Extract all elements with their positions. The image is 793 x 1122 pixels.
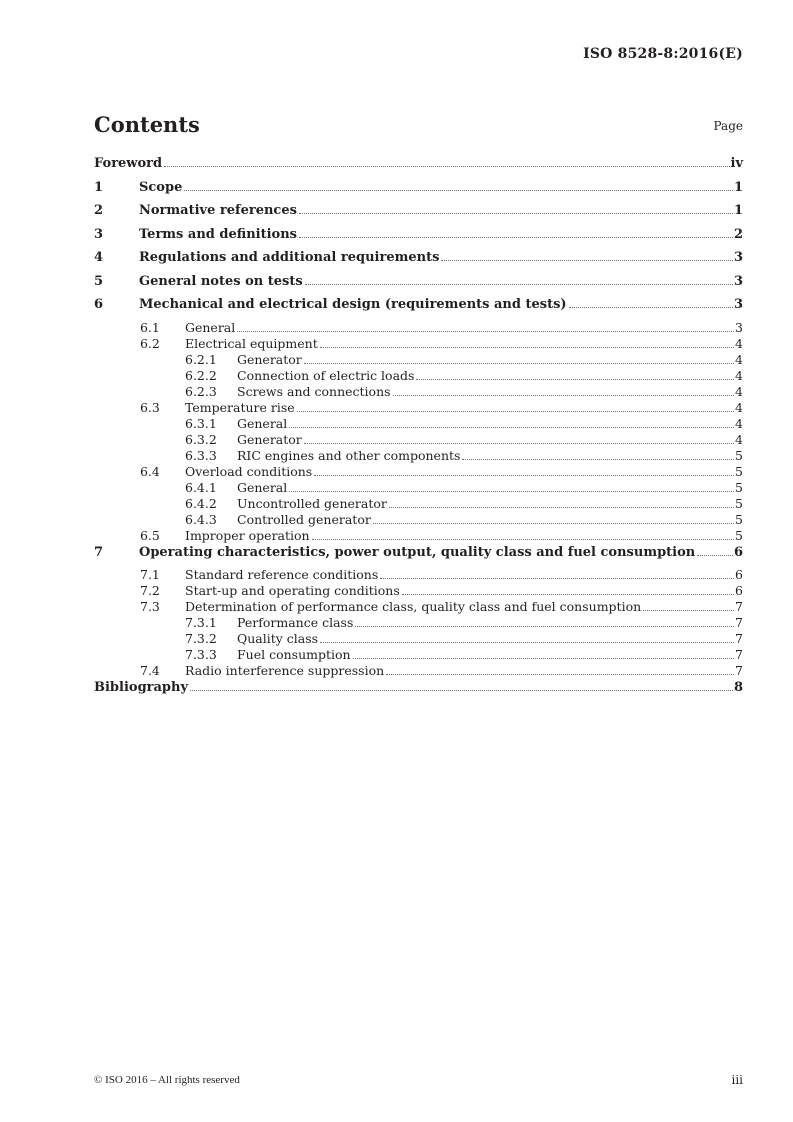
toc-entry-page: 4 — [735, 351, 743, 367]
dot-leader — [380, 578, 734, 579]
toc-entry-page: 1 — [733, 203, 743, 218]
dot-leader — [373, 523, 734, 524]
toc-entry[interactable] — [94, 480, 743, 496]
toc-entry-page: 4 — [735, 431, 743, 447]
toc-entry[interactable] — [94, 544, 743, 568]
toc-entry-page: 7 — [735, 599, 743, 614]
toc-entry-number: 7.3.1 — [185, 615, 217, 630]
toc-entry-number: 4 — [94, 250, 104, 265]
dot-leader — [164, 166, 729, 167]
toc-entry-title: Screws and connections — [237, 383, 391, 399]
toc-entry-title: Regulations and additional requirements — [139, 250, 440, 265]
toc-entry-number: 7 — [94, 544, 104, 560]
dot-leader — [416, 379, 734, 380]
toc-entry[interactable] — [94, 400, 743, 416]
toc-entry-page: 7 — [735, 647, 743, 662]
toc-entry-number: 6 — [94, 297, 104, 312]
toc-entry-title: Generator — [237, 431, 302, 447]
toc-entry[interactable] — [94, 599, 743, 615]
toc-entry-title: Electrical equipment — [185, 335, 318, 351]
toc-entry-number: 1 — [94, 179, 104, 195]
toc-entry-page: 5 — [735, 527, 743, 543]
dot-leader — [299, 213, 733, 214]
toc-entry-title: General — [237, 415, 288, 431]
toc-entry-number: 6.2.2 — [185, 367, 217, 383]
dot-leader — [304, 443, 734, 444]
toc-entry-page: 7 — [735, 663, 743, 678]
toc-entry-number: 3 — [94, 226, 104, 242]
dot-leader — [389, 507, 734, 508]
toc-entry-page: 1 — [733, 179, 743, 195]
toc-entry-number: 6.3.2 — [185, 431, 217, 447]
dot-leader — [190, 690, 733, 691]
toc-entry-number: 6.3 — [140, 399, 160, 415]
toc-entry-number: 6.4 — [140, 463, 160, 479]
toc-entry-number: 7.2 — [140, 583, 160, 598]
toc-entry[interactable] — [94, 679, 743, 703]
toc-entry-number: 6.4.1 — [185, 479, 217, 495]
toc-entry-title: Temperature rise — [185, 399, 295, 415]
toc-entry-title: Foreword — [94, 156, 163, 171]
toc-entry[interactable] — [94, 384, 743, 400]
toc-entry[interactable] — [94, 528, 743, 544]
toc-entry-page: 3 — [733, 297, 743, 312]
toc-entry-title: Radio interference suppression — [185, 663, 385, 678]
toc-entry-title: Quality class — [237, 631, 319, 646]
toc-entry[interactable] — [94, 179, 743, 203]
toc-entry-page: 7 — [735, 631, 743, 646]
toc-entry-number: 6.2.3 — [185, 383, 217, 399]
toc-entry-page: iv — [730, 156, 743, 171]
toc-entry[interactable] — [94, 202, 743, 226]
toc-entry[interactable] — [94, 464, 743, 480]
toc-entry-page: 4 — [735, 383, 743, 399]
toc-entry-page: 5 — [735, 495, 743, 511]
dot-leader — [312, 539, 734, 540]
toc-entry[interactable] — [94, 496, 743, 512]
toc-entry-title: RIC engines and other components — [237, 447, 461, 463]
toc-entry-page: 5 — [735, 447, 743, 463]
toc-entry-number: 5 — [94, 273, 104, 289]
toc-entry-title: Bibliography — [94, 680, 189, 695]
toc-entry-page: 6 — [735, 583, 743, 598]
dot-leader — [462, 459, 734, 460]
toc-entry-title: Terms and definitions — [139, 226, 297, 242]
document-id: ISO 8528-8:2016(E) — [583, 46, 743, 62]
dot-leader — [320, 642, 734, 643]
dot-leader — [314, 475, 734, 476]
toc-entry-title: General — [185, 319, 236, 335]
toc-entry[interactable] — [94, 416, 743, 432]
toc-entry-title: Determination of performance class, quality class and fuel consumption — [185, 599, 642, 614]
toc-entry[interactable] — [94, 226, 743, 250]
toc-entry[interactable] — [94, 663, 743, 679]
toc-entry-number: 7.3.3 — [185, 647, 217, 662]
dot-leader — [393, 395, 735, 396]
toc-entry-title: Fuel consumption — [237, 647, 351, 662]
toc-entry[interactable] — [94, 352, 743, 368]
page-column-label: Page — [713, 119, 743, 133]
dot-leader — [237, 331, 734, 332]
toc-entry[interactable] — [94, 631, 743, 647]
dot-leader — [697, 555, 733, 556]
toc-entry-page: 5 — [735, 463, 743, 479]
toc-entry-page: 4 — [735, 367, 743, 383]
toc-entry-title: General notes on tests — [139, 273, 303, 289]
toc-entry-title: Operating characteristics, power output, quality class and fuel consumption — [139, 544, 696, 560]
toc-entry-number: 6.5 — [140, 527, 160, 543]
toc-entry[interactable] — [94, 448, 743, 464]
toc-entry[interactable] — [94, 583, 743, 599]
dot-leader — [320, 347, 734, 348]
toc-entry-title: General — [237, 479, 288, 495]
toc-entry-title: Scope — [139, 179, 183, 195]
page-title: Contents — [94, 112, 200, 137]
toc-entry[interactable] — [94, 512, 743, 528]
toc-entry-page: 3 — [735, 319, 743, 335]
toc-entry[interactable] — [94, 432, 743, 448]
toc-entry-title: Controlled generator — [237, 511, 371, 527]
dot-leader — [289, 491, 734, 492]
dot-leader — [289, 427, 734, 428]
toc-entry-page: 6 — [735, 567, 743, 582]
toc-entry-title: Improper operation — [185, 527, 310, 543]
toc-entry[interactable] — [94, 296, 743, 320]
toc-entry-title: Performance class — [237, 615, 354, 630]
toc-entry-title: Start-up and operating conditions — [185, 583, 400, 598]
toc-entry[interactable] — [94, 567, 743, 583]
toc-entry-number: 7.4 — [140, 663, 160, 678]
toc-entry-title: Normative references — [139, 203, 297, 218]
toc-entry-page: 6 — [733, 544, 743, 560]
dot-leader — [643, 610, 734, 611]
dot-leader — [402, 594, 734, 595]
toc-entry-number: 7.3 — [140, 599, 160, 614]
copyright-notice: © ISO 2016 – All rights reserved — [94, 1074, 240, 1086]
toc-entry-page: 5 — [735, 511, 743, 527]
toc-entry-number: 6.4.2 — [185, 495, 217, 511]
toc-entry-number: 6.3.1 — [185, 415, 217, 431]
footer-page-number: iii — [731, 1073, 743, 1087]
toc-entry-number: 2 — [94, 203, 104, 218]
dot-leader — [305, 284, 733, 285]
toc-entry-page: 7 — [735, 615, 743, 630]
toc-entry-title: Uncontrolled generator — [237, 495, 387, 511]
dot-leader — [355, 626, 734, 627]
toc-entry[interactable] — [94, 336, 743, 352]
dot-leader — [299, 237, 733, 238]
toc-entry-number: 6.4.3 — [185, 511, 217, 527]
toc-entry-page: 5 — [735, 479, 743, 495]
dot-leader — [353, 658, 734, 659]
toc-entry-page: 2 — [733, 226, 743, 242]
toc-entry-number: 7.3.2 — [185, 631, 217, 646]
toc-entry-title: Generator — [237, 351, 302, 367]
toc-entry-number: 6.2.1 — [185, 351, 217, 367]
toc-entry[interactable] — [94, 615, 743, 631]
toc-entry[interactable] — [94, 320, 743, 336]
dot-leader — [386, 674, 734, 675]
toc-entry-number: 7.1 — [140, 567, 160, 582]
toc-entry-number: 6.1 — [140, 319, 160, 335]
toc-entry-number: 6.2 — [140, 335, 160, 351]
toc-entry-page: 4 — [735, 415, 743, 431]
dot-leader — [441, 260, 733, 261]
toc-entry-page: 4 — [735, 399, 743, 415]
toc-entry-page: 3 — [733, 250, 743, 265]
toc-entry-title: Mechanical and electrical design (requirements and tests) — [139, 297, 567, 312]
toc-entry-number: 6.3.3 — [185, 447, 217, 463]
toc-entry[interactable] — [94, 155, 743, 179]
toc-entry[interactable] — [94, 368, 743, 384]
toc-entry-title: Standard reference conditions — [185, 567, 379, 582]
dot-leader — [184, 190, 733, 191]
toc-entry-page: 4 — [735, 335, 743, 351]
toc-entry-title: Connection of electric loads — [237, 367, 415, 383]
toc-entry-page: 8 — [733, 680, 743, 695]
toc-entry[interactable] — [94, 273, 743, 297]
toc-entry-title: Overload conditions — [185, 463, 313, 479]
toc-entry[interactable] — [94, 647, 743, 663]
dot-leader — [569, 307, 733, 308]
table-of-contents — [94, 155, 743, 703]
dot-leader — [304, 363, 734, 364]
toc-entry-page: 3 — [733, 273, 743, 289]
dot-leader — [297, 411, 734, 412]
toc-entry[interactable] — [94, 249, 743, 273]
